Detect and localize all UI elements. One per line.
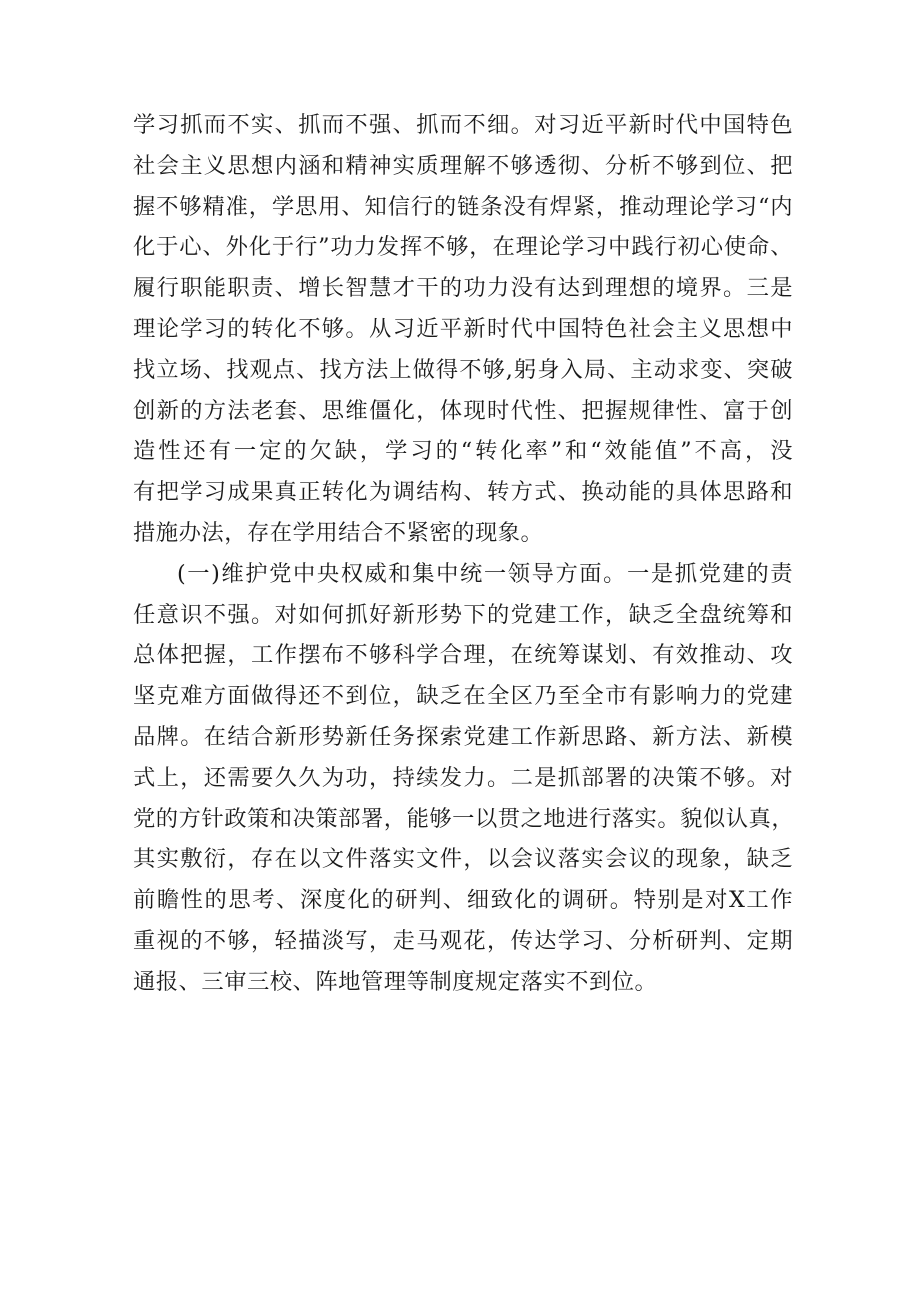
text-line: 有把学习成果真正转化为调结构、转方式、换动能的具体思路和 (133, 479, 793, 506)
text-line: 坚克难方面做得还不到位，缺乏在全区乃至全市有影响力的党建 (133, 683, 793, 710)
text-line: 社会主义思想内涵和精神实质理解不够透彻、分析不够到位、把 (133, 152, 793, 179)
text-line: 其实敷衍，存在以文件落实文件，以会议落实会议的现象，缺乏 (133, 846, 793, 873)
text-line: 通报、三审三校、阵地管理等制度规定落实不到位。 (133, 968, 658, 995)
text-line: 理论学习的转化不够。从习近平新时代中国特色社会主义思想中 (133, 315, 793, 342)
text-line: 措施办法，存在学用结合不紧密的现象。 (133, 519, 544, 546)
text-line: 找立场、找观点、找方法上做得不够,躬身入局、主动求变、突破 (133, 356, 793, 383)
text-line: 创新的方法老套、思维僵化，体现时代性、把握规律性、富于创 (133, 397, 793, 424)
text-line: 总体把握，工作摆布不够科学合理，在统筹谋划、有效推动、攻 (133, 642, 793, 669)
text-line: 握不够精准，学思用、知信行的链条没有焊紧，推动理论学习“内 (133, 193, 793, 220)
text-line: 任意识不强。对如何抓好新形势下的党建工作，缺乏全盘统筹和 (133, 601, 793, 628)
text-line: 学习抓而不实、抓而不强、抓而不细。对习近平新时代中国特色 (133, 112, 793, 138)
text-line: 品牌。在结合新形势新任务探索党建工作新思路、新方法、新模 (133, 723, 793, 750)
text-line: 党的方针政策和决策部署，能够一以贯之地进行落实。貌似认真， (133, 805, 795, 832)
text-line: 履行职能职责、增长智慧才干的功力没有达到理想的境界。三是 (133, 275, 793, 302)
document-body (133, 105, 793, 1003)
text-line: 化于心、外化于行”功力发挥不够，在理论学习中践行初心使命、 (133, 234, 793, 261)
text-line: 式上，还需要久久为功，持续发力。二是抓部署的决策不够。对 (133, 764, 793, 791)
text-line: 前瞻性的思考、深度化的研判、细致化的调研。特别是对X工作 (133, 887, 793, 914)
paragraph-1 (133, 105, 793, 554)
paragraph-2 (133, 554, 793, 1003)
text-line: 造性还有一定的欠缺，学习的“转化率”和“效能值”不高，没 (133, 438, 793, 465)
text-line: (一)维护党中央权威和集中统一领导方面。一是抓党建的责 (177, 560, 793, 587)
text-line: 重视的不够，轻描淡写，走马观花，传达学习、分析研判、定期 (133, 927, 793, 954)
